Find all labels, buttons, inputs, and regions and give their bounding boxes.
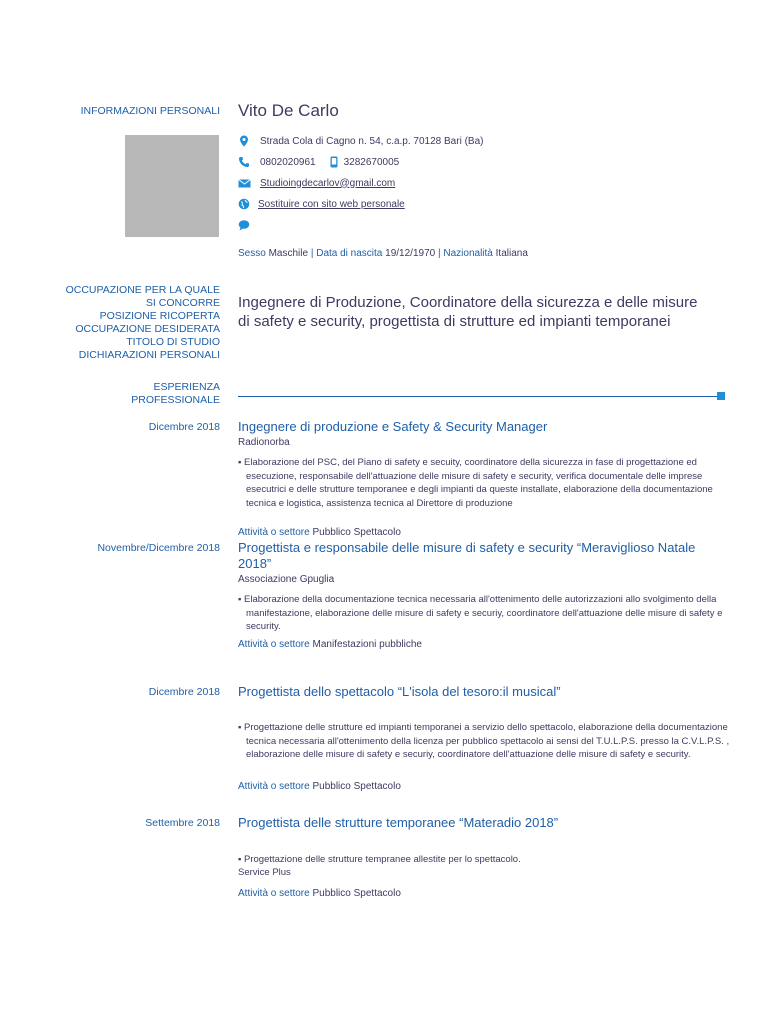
job-title: Progettista delle strutture temporanee “Materadio 2018”	[238, 815, 559, 830]
sector-label: Attività o settore	[238, 639, 310, 650]
divider-square-marker	[717, 392, 725, 400]
email-link[interactable]: Studioingdecarlov@gmail.com	[260, 177, 396, 189]
job-date: Novembre/Dicembre 2018	[97, 542, 220, 554]
job-sector	[238, 639, 422, 650]
birth-value: 19/12/1970	[385, 248, 436, 259]
sector-value: Pubblico Spettacolo	[312, 527, 401, 538]
sector-label: Attività o settore	[238, 888, 310, 899]
job-employer: Radionorba	[238, 437, 290, 448]
label-line: TITOLO DI STUDIO	[126, 336, 220, 348]
address-text: Strada Cola di Cagno n. 54, c.a.p. 70128 Bari (Ba)	[260, 135, 484, 147]
label-line: PROFESSIONALE	[131, 394, 220, 406]
separator: |	[438, 248, 441, 259]
sector-label: Attività o settore	[238, 781, 310, 792]
mobile-phone-icon	[330, 156, 338, 168]
label-line: POSIZIONE RICOPERTA	[99, 310, 220, 322]
job-date: Dicembre 2018	[148, 686, 220, 698]
job-description: ▪ Elaborazione del PSC, del Piano di safety e secuity, coordinatore della sicurezza in fase di progettazione ed esecuzione, responsabile dell'attuazione delle misure di safety e security, verifica documentale delle imprese esecutrici e delle strutture temporanee e degli impianti da queste installate, elaborazione della documentazione tecnica e logistica, assistenza tecnica al Direttore di produzione	[238, 457, 713, 509]
phone-text: 0802020961	[260, 156, 316, 168]
phone-icon	[238, 156, 250, 168]
globe-icon	[238, 198, 250, 210]
section-label-personal-info: INFORMAZIONI PERSONALI	[80, 105, 220, 117]
job-date: Dicembre 2018	[148, 421, 220, 433]
section-divider	[238, 396, 718, 397]
job-sector	[238, 527, 401, 538]
target-role: Ingegnere di Produzione, Coordinatore della sicurezza e delle misure di safety e security, progettista di strutture ed impianti temporanei	[238, 294, 698, 330]
job-sector	[238, 888, 401, 899]
website-row	[238, 197, 405, 211]
envelope-icon	[238, 177, 250, 189]
job-description-extra: Service Plus	[238, 867, 291, 878]
label-line: OCCUPAZIONE PER LA QUALE	[65, 284, 220, 296]
job-date: Settembre 2018	[145, 817, 220, 829]
nationality-value: Italiana	[495, 248, 528, 259]
website-link[interactable]: Sostituire con sito web personale	[258, 198, 405, 210]
mobile-text: 3282670005	[343, 156, 400, 168]
label-line: DICHIARAZIONI PERSONALI	[78, 349, 220, 361]
section-label-experience	[131, 381, 220, 407]
label-line: SI CONCORRE	[145, 297, 220, 309]
job-sector	[238, 781, 401, 792]
birth-label: Data di nascita	[316, 248, 383, 259]
messaging-row	[238, 218, 260, 232]
sector-label: Attività o settore	[238, 527, 310, 538]
job-description: ▪ Progettazione delle strutture tempranee allestite per lo spettacolo.	[238, 854, 521, 865]
job-description: ▪ Progettazione delle strutture ed impianti temporanei a servizio dello spettacolo, elaborazione della documentazione tecnica necessaria all'ottenimento della licenza per pubblico spettacolo ai sensi del T.U.L.P.S. presso la C.V.L.P.S. , elaborazione delle misure di safety e securiy, coordinatore dell'attuazione delle misure di safety e security.	[238, 722, 730, 760]
job-title: Progettista e responsabile delle misure di safety e security “Meraviglioso Natale 2018”	[238, 540, 696, 571]
email-row	[238, 176, 395, 190]
job-description: ▪ Elaborazione della documentazione tecnica necessaria all'ottenimento delle autorizzazioni allo svolgimento della manifestazione, elaborazione delle misure di safety e securiy, coordinatore dell'attuazione delle misure di safety e security.	[238, 594, 723, 632]
sex-label: Sesso	[238, 248, 266, 259]
nationality-label: Nazionalità	[443, 248, 493, 259]
person-name: Vito De Carlo	[238, 101, 339, 120]
sector-value: Pubblico Spettacolo	[312, 888, 401, 899]
section-label-occupation	[66, 284, 220, 362]
sector-value: Manifestazioni pubbliche	[312, 639, 422, 650]
personal-details-line	[238, 248, 528, 259]
phone-row	[238, 155, 399, 169]
label-line: ESPERIENZA	[153, 381, 220, 393]
sex-value: Maschile	[268, 248, 309, 259]
label-line: OCCUPAZIONE DESIDERATA	[75, 323, 220, 335]
address-row	[238, 134, 483, 148]
job-employer: Associazione Gpuglia	[238, 574, 335, 585]
job-title: Ingegnere di produzione e Safety & Security Manager	[238, 419, 548, 434]
location-pin-icon	[238, 135, 250, 147]
chat-bubble-icon	[238, 219, 250, 231]
job-title: Progettista dello spettacolo “L'isola del tesoro:il musical”	[238, 684, 561, 699]
sector-value: Pubblico Spettacolo	[312, 781, 401, 792]
profile-photo-placeholder	[125, 135, 219, 237]
separator: |	[310, 248, 314, 259]
